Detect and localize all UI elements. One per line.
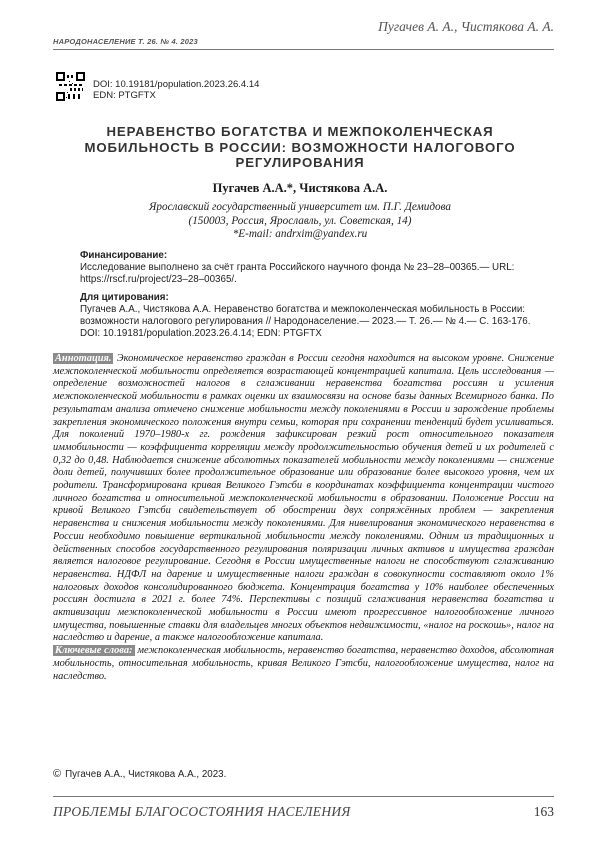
footer-divider (53, 796, 554, 797)
affiliation-address: (150003, Россия, Ярославль, ул. Советская, 14) (188, 214, 412, 227)
copyright-text: Пугачев А.А., Чистякова А.А., 2023. (65, 769, 227, 780)
abstract-text: Экономическое неравенство граждан в России сегодня находится на высоком уровне. Снижение межпоколенческой мобильности определяется возрастающей концентрацией капитала. Цель исследования — определение возможностей налогов в сглаживании неравенства богатства россиян и усиления межпоколенческой мобильности в рамках оценки их взаимосвязи на основе базы данных Всемирного банка. По результатам анализа отмечено снижение мобильности между поколениями в России и зарождение проблемы закрепления экономического положения внутри семьи, которая при сохранении тенденций будет усиливаться. Для поколений 1970–1980-х гг. рождения зафиксирован резкий рост относительного показателя иммобильности — коэффициента корреляции между продолжительностью обучения детей и их родителей с 0,32 до 0,48. Наблюдается снижение абсолютных показателей мобильности между поколениями — снижение доли детей, получивших более продолжительное образование или образование более высокого уровня, чем их родители. Трансформирована кривая Великого Гэтсби в координатах коэффициента концентрации чистого личного богатства и относительной межпоколенческой мобильности в образовании. Положение России на кривой Великого Гэтсби свидетельствует об обострении двух сопряжённых проблем — закрепления неравенства и снижения мобильности между поколениями. Для нивелирования экономического неравенства в России необходимо повышение вертикальной мобильности между поколениями. Одним из традиционных и действенных способов государственного регулирования поляризации личных активов и имущества граждан является налоговое регулирование. Сегодня в России имущественные налоги не способствуют сглаживанию неравенства. НДФЛ на дарение и имущественные налоги граждан в совокупности составляют около 1% налоговых доходов консолидированного бюджета. Концентрация богатства у 10% наиболее обеспеченных россиян достигла в 2021 г. более 74%. Перспективы с позиций сглаживания неравенства богатства и активизации межпоколенческой мобильности в России имеют прогрессивное налогообложение личного имущества, повышенные ставки для владельцев многих объектов недвижимости, «налог на роскошь», налог на наследство и дарение, а также налогообложение капитала. (53, 353, 554, 644)
affiliation-university: Ярославский государственный университет им. П.Г. Демидова (149, 201, 451, 213)
journal-reference: НАРОДОНАСЕЛЕНИЕ Т. 26. № 4. 2023 (53, 37, 198, 46)
footer-journal-title: ПРОБЛЕМЫ БЛАГОСОСТОЯНИЯ НАСЕЛЕНИЯ (53, 804, 351, 819)
qr-code-icon (56, 72, 85, 101)
citation-label: Для цитирования: (80, 292, 169, 303)
doi-line: DOI: 10.19181/population.2023.26.4.14 (93, 79, 260, 90)
copyright-icon: © (53, 768, 62, 780)
abstract-section (53, 353, 554, 683)
funding-section (80, 250, 548, 286)
running-header: Пугачев А. А., Чистякова А. А. (378, 19, 554, 34)
keywords-label: Ключевые слова: (55, 645, 133, 657)
abstract-paragraph (53, 353, 554, 645)
keywords-text: межпоколенческая мобильность, неравенство богатства, неравенство доходов, абсолютная мобильность, относительная мобильность, кривая Великого Гэтсби, налогообложение имущества, налог на наследство. (53, 645, 554, 682)
abstract-label: Аннотация. (55, 353, 112, 364)
citation-section (80, 292, 548, 340)
funding-label: Финансирование: (80, 250, 168, 261)
article-authors: Пугачев А.А.*, Чистякова А.А. (212, 181, 388, 195)
article-identifiers (93, 79, 259, 101)
citation-text: Пугачев А.А., Чистякова А.А. Неравенство богатства и межпоколенческая мобильность в России: возможности налогового регулирования // Народонаселение.— 2023.— Т. 26.— № 4.— С. 163-176. DOI: 10.19181/population.2023.26.4.14; EDN: PTGFTX (80, 304, 531, 339)
edn-line: EDN: PTGFTX (93, 90, 156, 101)
page-number: 163 (533, 804, 554, 819)
copyright-line (53, 768, 226, 780)
header-divider (53, 49, 554, 50)
funding-text: Исследование выполнено за счёт гранта Российского научного фонда № 23–28–00365.— URL: https://rscf.ru/project/23–28–00365/. (80, 262, 515, 285)
keywords-paragraph (53, 645, 554, 683)
article-title: НЕРАВЕНСТВО БОГАТСТВА И МЕЖПОКОЛЕНЧЕСКАЯ МОБИЛЬНОСТЬ В РОССИИ: ВОЗМОЖНОСТИ НАЛОГОВОГО РЕГУЛИРОВАНИЯ (84, 124, 516, 170)
author-affiliation (80, 201, 520, 242)
affiliation-email: *E-mail: andrxim@yandex.ru (232, 228, 368, 240)
